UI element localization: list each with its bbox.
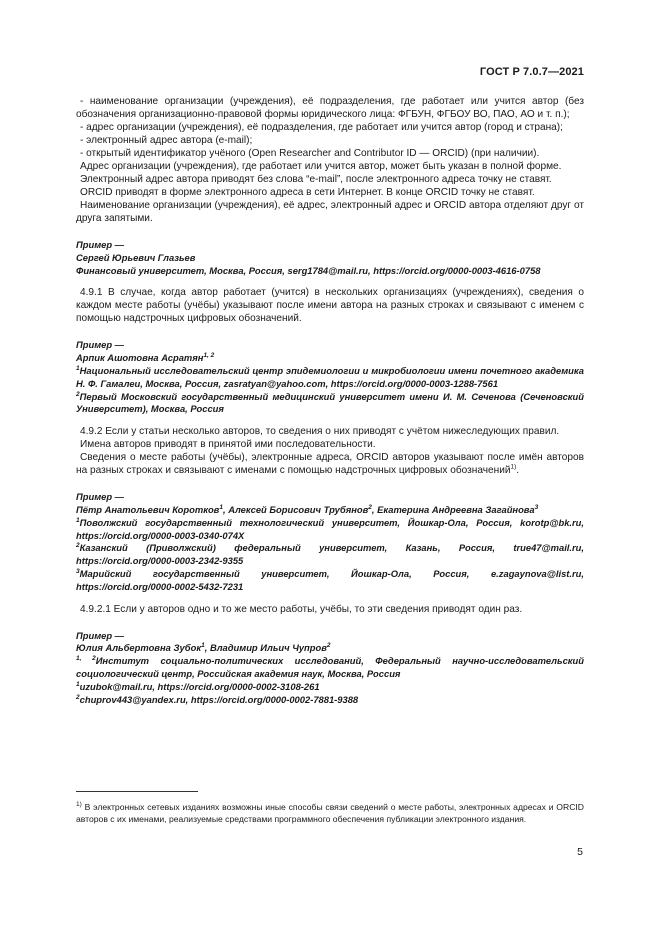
- paragraph-4-9-2-1: 4.9.2.1 Если у авторов одно и то же место работы, учёбы, то эти сведения приводят один раз.: [80, 603, 523, 615]
- paragraph-orcid-rule: ORCID приводят в форме электронного адреса в сети Интернет. В конце ORCID точку не ставят.: [80, 187, 535, 198]
- footnote-text: В электронных сетевых изданиях возможны иные способы связи сведений о месте работы, электронных адресах и ORCID авторов с их именами, реализуемые средствами программного обеспечения публикации электронного издания.: [76, 802, 584, 824]
- example-affiliation: Финансовый университет, Москва, Россия, serg1784@mail.ru, https://orcid.org/0000-0003-4616-0758: [76, 264, 541, 276]
- footnote: [76, 802, 584, 825]
- example-affiliation: $^{1, 2}$Институт социально-политических исследований, Федеральный научно-исследовательский социологический центр, Российская академия наук, Москва, Россия: [76, 655, 584, 679]
- example-1: [76, 239, 584, 277]
- paragraph-affiliation-links: Сведения о месте работы (учёбы), электронные адреса, ORCID авторов указывают после имён авторов на разных строках и связывают с именами с помощью надстрочных цифровых обозначений$^{1)}$.: [76, 452, 584, 477]
- paragraph-4-9-2: 4.9.2 Если у статьи несколько авторов, то сведения о них приводят с учётом нижеследующих правил.: [80, 426, 560, 438]
- body-text: [76, 95, 584, 706]
- footnote-mark: 1): [76, 801, 82, 809]
- example-affiliation-1: $^1$Поволжский государственный технологический университет, Йошкар-Ола, Россия, korotp@bk.ru, https://orcid.org/0000-0003-0340-074X: [76, 516, 584, 541]
- footnote-divider: [76, 791, 198, 792]
- example-2: [76, 339, 584, 416]
- example-label: Пример —: [76, 629, 125, 641]
- footnote-reference: 1): [510, 463, 517, 471]
- example-authors: Пётр Анатольевич Коротков$^1$, Алексей Борисович Трубянов$^2$, Екатерина Андреевна Загайнова$^3$: [76, 503, 539, 515]
- standard-code: ГОСТ Р 7.0.7—2021: [479, 66, 584, 78]
- page-number: 5: [577, 846, 583, 858]
- example-authors: Юлия Альбертовна Зубок$^1$, Владимир Ильич Чупров$^2$: [76, 642, 331, 654]
- example-author: Арпик Ашотовна Асратян$^{1, 2}$: [76, 352, 215, 364]
- paragraph-author-order: Имена авторов приводят в принятой ими последовательности.: [80, 439, 376, 451]
- paragraph-address-form: Адрес организации (учреждения), где работает или учится автор, может быть указан в полной форме.: [80, 161, 562, 172]
- paragraph-4-9-1: 4.9.1 В случае, когда автор работает (учится) в нескольких организациях (учреждениях), сведения о каждом месте работы (учёбы) указывают после имени автора на разных строках и связывают с именем с помощью надстрочных цифровых обозначений.: [76, 287, 584, 325]
- example-label: Пример —: [76, 239, 125, 250]
- example-3: [76, 491, 584, 593]
- example-affiliation-2: $^2$Первый Московский государственный медицинский университет имени И. М. Сеченова (Сеченовский Университет), Москва, Россия: [76, 390, 584, 415]
- example-author: Сергей Юрьевич Глазьев: [76, 251, 196, 263]
- example-label: Пример —: [76, 339, 125, 351]
- example-label: Пример —: [76, 491, 125, 503]
- example-affiliation-3: $^3$Марийский государственный университет, Йошкар-Ола, Россия, e.zagaynova@list.ru, https://orcid.org/0000-0002-5432-7231: [76, 567, 584, 592]
- example-affiliation-2: $^2$Казанский (Приволжский) федеральный университет, Казань, Россия, true47@mail.ru, https://orcid.org/0000-0003-2342-9355: [76, 542, 584, 567]
- example-affiliation-1: $^1$Национальный исследовательский центр эпидемиологии и микробиологии имени почетного академика Н. Ф. Гамалеи, Москва, Россия, zasratyan@yahoo.com, https://orcid.org/0000-0003-1288-7561: [76, 364, 584, 389]
- list-item-orcid: - открытый идентификатор учёного (Open Researcher and Contributor ID — ORCID) (при наличии).: [80, 148, 540, 159]
- list-item-org-address: - адрес организации (учреждения), её подразделения, где работает или учится автор (город и страна);: [80, 122, 563, 133]
- example-4: [76, 630, 584, 707]
- paragraph-separators: Наименование организации (учреждения), её адрес, электронный адрес и ORCID автора отделяют друг от друга запятыми.: [76, 200, 584, 224]
- example-email-2: $^2$chuprov443@yandex.ru, https://orcid.org/0000-0002-7881-9388: [76, 693, 359, 705]
- list-item-email: - электронный адрес автора (e-mail);: [80, 135, 253, 146]
- list-item-org-name: - наименование организации (учреждения), её подразделения, где работает или учится автор (без обозначения организационно-правовой формы юридического лица: ФГБУН, ФГБОУ ВО, ПАО, АО и т. п.);: [76, 96, 584, 120]
- paragraph-email-rule: Электронный адрес автора приводят без слова “e-mail”, после электронного адреса точку не ставят.: [80, 174, 552, 185]
- example-email-1: $^1$uzubok@mail.ru, https://orcid.org/0000-0002-3108-261: [76, 680, 320, 692]
